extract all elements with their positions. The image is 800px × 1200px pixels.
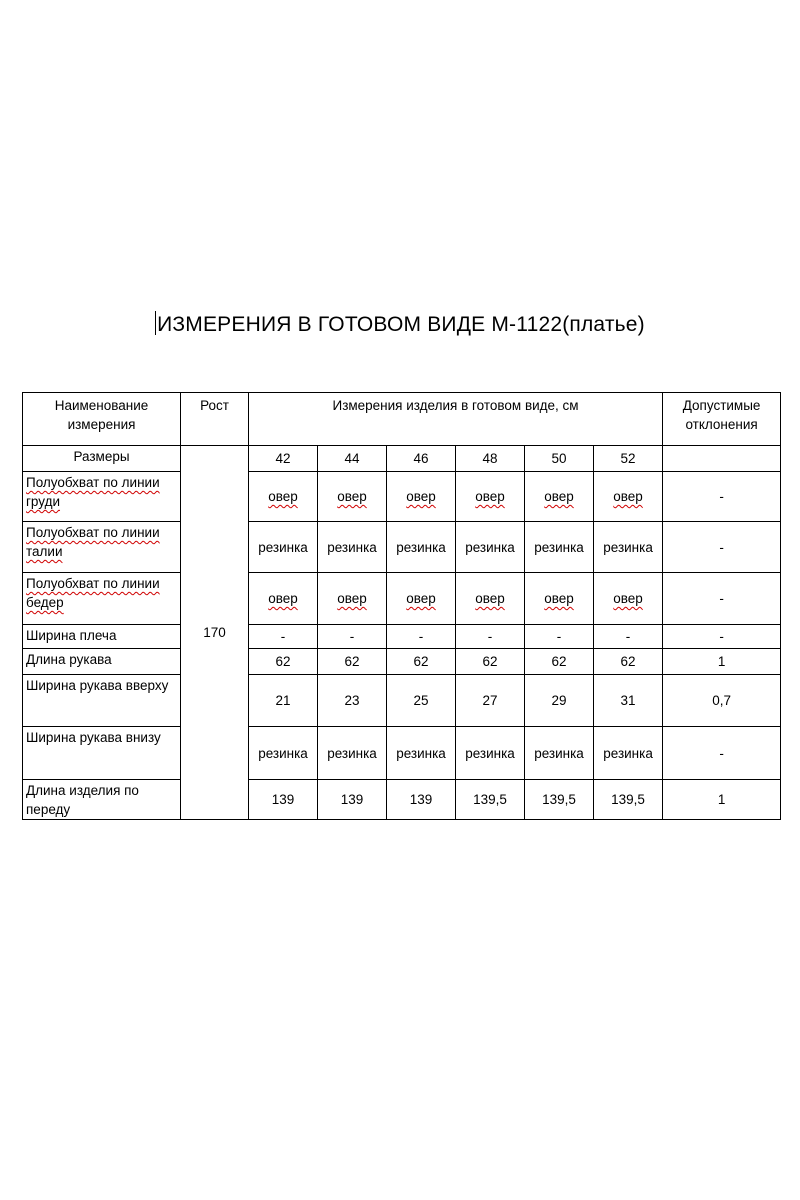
size-cell: 42 [249, 446, 318, 472]
value-cell: - [318, 625, 387, 649]
value-cell: овер [456, 573, 525, 625]
value-cell: овер [525, 472, 594, 522]
value-cell: овер [249, 573, 318, 625]
value-cell: 139,5 [456, 780, 525, 820]
value-cell: - [594, 625, 663, 649]
value-cell: 62 [525, 649, 594, 675]
value-cell: резинка [249, 522, 318, 573]
value-cell: овер [387, 573, 456, 625]
value-cell: - [456, 625, 525, 649]
header-height: Рост [181, 393, 249, 446]
value-cell: резинка [594, 727, 663, 780]
row-name: Длина рукава [23, 649, 181, 675]
size-cell: 52 [594, 446, 663, 472]
value-cell: - [387, 625, 456, 649]
value-cell: резинка [594, 522, 663, 573]
sizes-label: Размеры [23, 446, 181, 472]
value-cell: овер [594, 573, 663, 625]
value-cell: резинка [387, 727, 456, 780]
tolerance-cell: - [663, 625, 781, 649]
header-measurements: Измерения изделия в готовом виде, см [249, 393, 663, 446]
value-cell: 139 [318, 780, 387, 820]
height-value: 170 [181, 446, 249, 820]
value-cell: резинка [318, 727, 387, 780]
value-cell: овер [318, 573, 387, 625]
tolerance-cell: - [663, 573, 781, 625]
value-cell: 25 [387, 675, 456, 727]
value-cell: - [525, 625, 594, 649]
value-cell: овер [249, 472, 318, 522]
row-name: Длина изделия по переду [23, 780, 181, 820]
value-cell: 31 [594, 675, 663, 727]
table-row [23, 727, 781, 780]
value-cell: овер [318, 472, 387, 522]
table-row [23, 625, 781, 649]
value-cell: 139 [249, 780, 318, 820]
value-cell: 62 [456, 649, 525, 675]
value-cell: резинка [525, 522, 594, 573]
table-row [23, 675, 781, 727]
row-name: Ширина плеча [23, 625, 181, 649]
value-cell: - [249, 625, 318, 649]
value-cell: овер [387, 472, 456, 522]
value-cell: 23 [318, 675, 387, 727]
value-cell: 62 [318, 649, 387, 675]
tolerance-cell: 0,7 [663, 675, 781, 727]
header-tolerance: Допустимые отклонения [663, 393, 781, 446]
measurements-table [22, 392, 781, 820]
tolerance-cell: 1 [663, 649, 781, 675]
value-cell: резинка [249, 727, 318, 780]
value-cell: резинка [456, 727, 525, 780]
table-row [23, 780, 781, 820]
page-title: ИЗМЕРЕНИЯ В ГОТОВОМ ВИДЕ М-1122(платье) [157, 313, 645, 336]
value-cell: резинка [318, 522, 387, 573]
row-name: Полуобхват по линии бедер [23, 573, 181, 625]
row-name: Полуобхват по линии груди [23, 472, 181, 522]
value-cell: резинка [387, 522, 456, 573]
row-name: Ширина рукава вверху [23, 675, 181, 727]
value-cell: резинка [525, 727, 594, 780]
value-cell: 21 [249, 675, 318, 727]
value-cell: 139,5 [594, 780, 663, 820]
table-row [23, 573, 781, 625]
value-cell: овер [456, 472, 525, 522]
header-name: Наименование измерения [23, 393, 181, 446]
size-cell: 50 [525, 446, 594, 472]
value-cell: овер [525, 573, 594, 625]
tolerance-cell: - [663, 472, 781, 522]
tolerance-cell: - [663, 727, 781, 780]
table-row [23, 522, 781, 573]
value-cell: 62 [249, 649, 318, 675]
size-cell: 48 [456, 446, 525, 472]
tolerance-cell: 1 [663, 780, 781, 820]
row-name: Полуобхват по линии талии [23, 522, 181, 573]
value-cell: 139 [387, 780, 456, 820]
sizes-row [23, 446, 781, 472]
value-cell: резинка [456, 522, 525, 573]
value-cell: 27 [456, 675, 525, 727]
size-cell: 46 [387, 446, 456, 472]
table-row [23, 649, 781, 675]
header-row [23, 393, 781, 446]
table-row [23, 472, 781, 522]
value-cell: 139,5 [525, 780, 594, 820]
value-cell: 62 [594, 649, 663, 675]
size-cell: 44 [318, 446, 387, 472]
value-cell: овер [594, 472, 663, 522]
tolerance-cell: - [663, 522, 781, 573]
value-cell: 29 [525, 675, 594, 727]
value-cell: 62 [387, 649, 456, 675]
sizes-tolerance-empty [663, 446, 781, 472]
row-name: Ширина рукава внизу [23, 727, 181, 780]
text-cursor [155, 311, 156, 335]
